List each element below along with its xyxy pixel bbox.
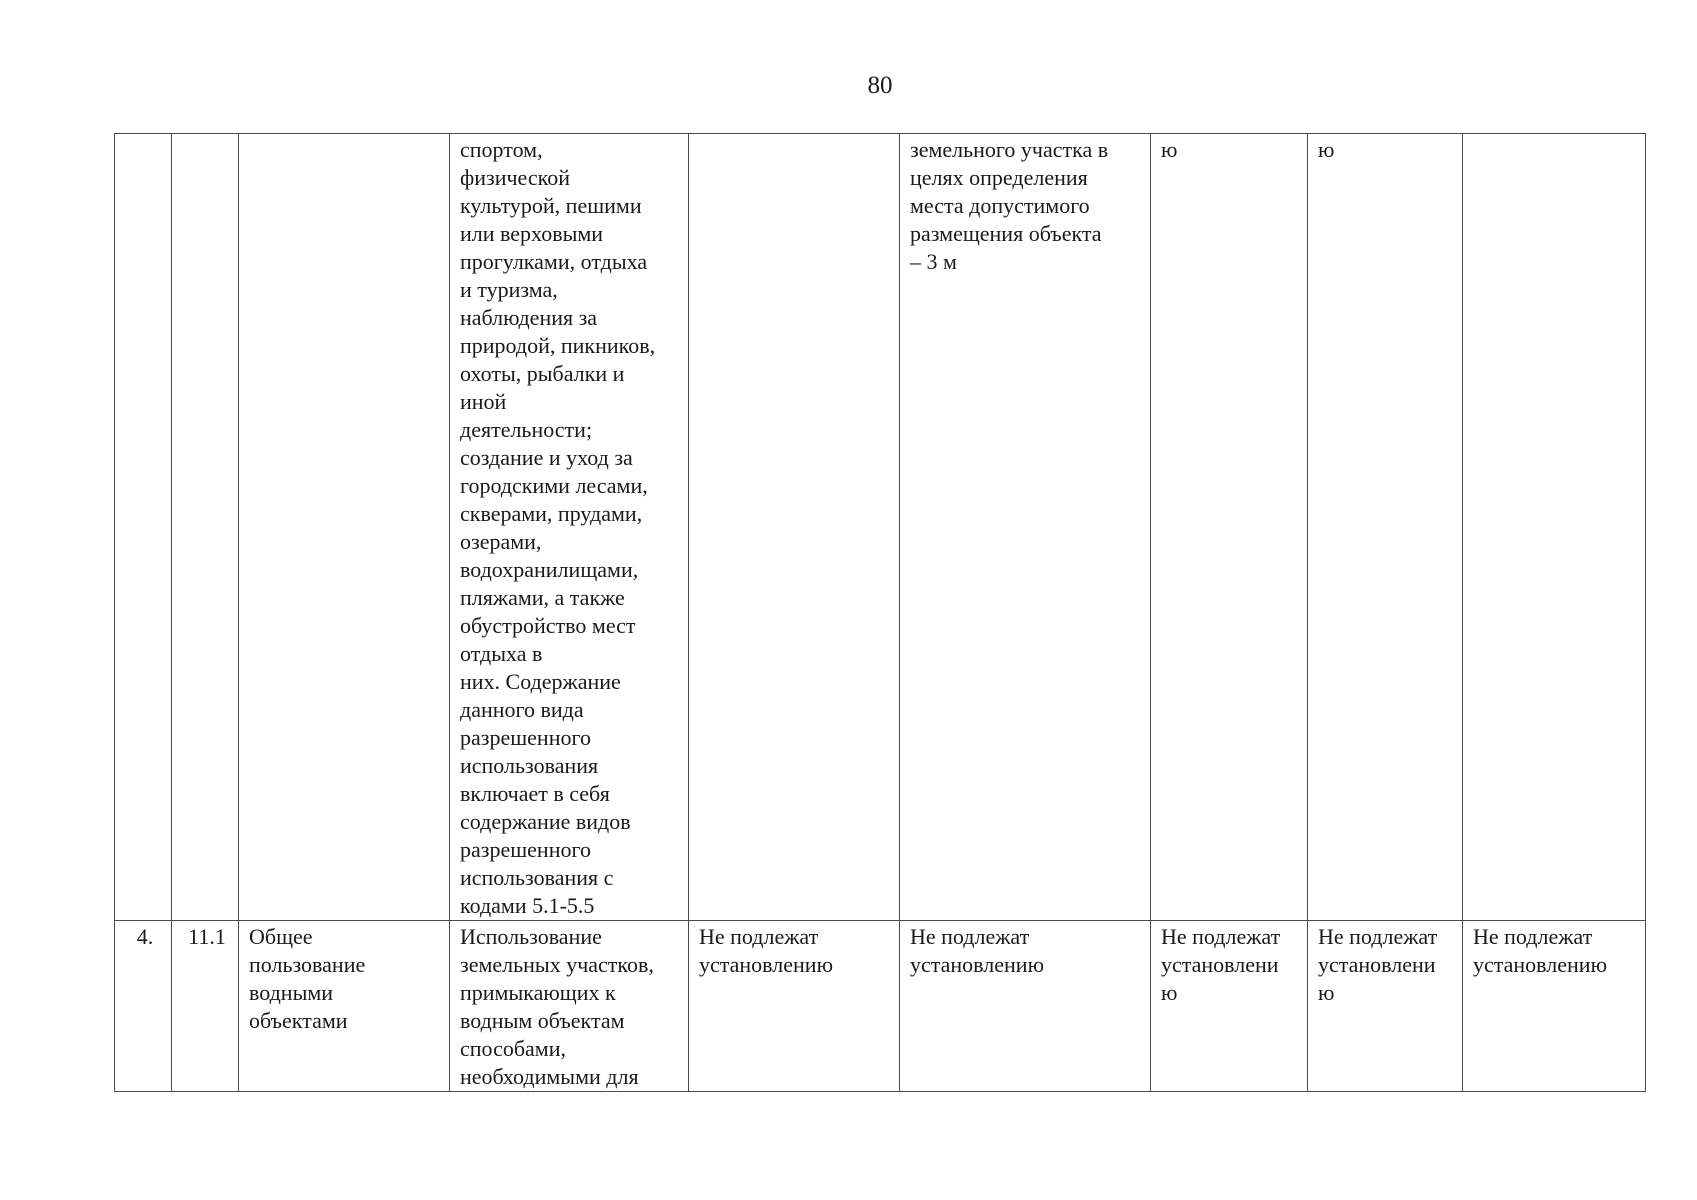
cell-col5 xyxy=(689,134,900,921)
cell-name: Общее пользование водными объектами xyxy=(239,921,450,1092)
table-row xyxy=(115,921,1646,1092)
cell-code xyxy=(172,134,239,921)
cell-name xyxy=(239,134,450,921)
table-row xyxy=(115,134,1646,921)
cell-col5: Не подлежат установлению xyxy=(689,921,900,1092)
cell-code: 11.1 xyxy=(172,921,239,1092)
page-number: 80 xyxy=(867,72,893,99)
cell-col7: ю xyxy=(1151,134,1308,921)
cell-number xyxy=(115,134,172,921)
cell-col9: Не подлежат установлению xyxy=(1463,921,1646,1092)
cell-col6: земельного участка в целях определения места допустимого размещения объекта – 3 м xyxy=(900,134,1151,921)
cell-col6: Не подлежат установлению xyxy=(900,921,1151,1092)
cell-description: Использование земельных участков, примыкающих к водным объектам способами, необходимыми для xyxy=(450,921,689,1092)
cell-col7: Не подлежат установлени ю xyxy=(1151,921,1308,1092)
cell-col8: Не подлежат установлени ю xyxy=(1308,921,1463,1092)
land-use-table xyxy=(114,133,1646,1092)
cell-col8: ю xyxy=(1308,134,1463,921)
cell-number: 4. xyxy=(115,921,172,1092)
cell-col9 xyxy=(1463,134,1646,921)
cell-description: спортом, физической культурой, пешими или верховыми прогулками, отдыха и туризма, наблюдения за природой, пикников, охоты, рыбалки и иной деятельности; создание и уход за городскими лесами, скверами, прудами, озерами, водохранилищами, пляжами, а также обустройство мест отдыха в них. Содержание данного вида разрешенного использования включает в себя содержание видов разрешенного использования с кодами 5.1-5.5 xyxy=(450,134,689,921)
